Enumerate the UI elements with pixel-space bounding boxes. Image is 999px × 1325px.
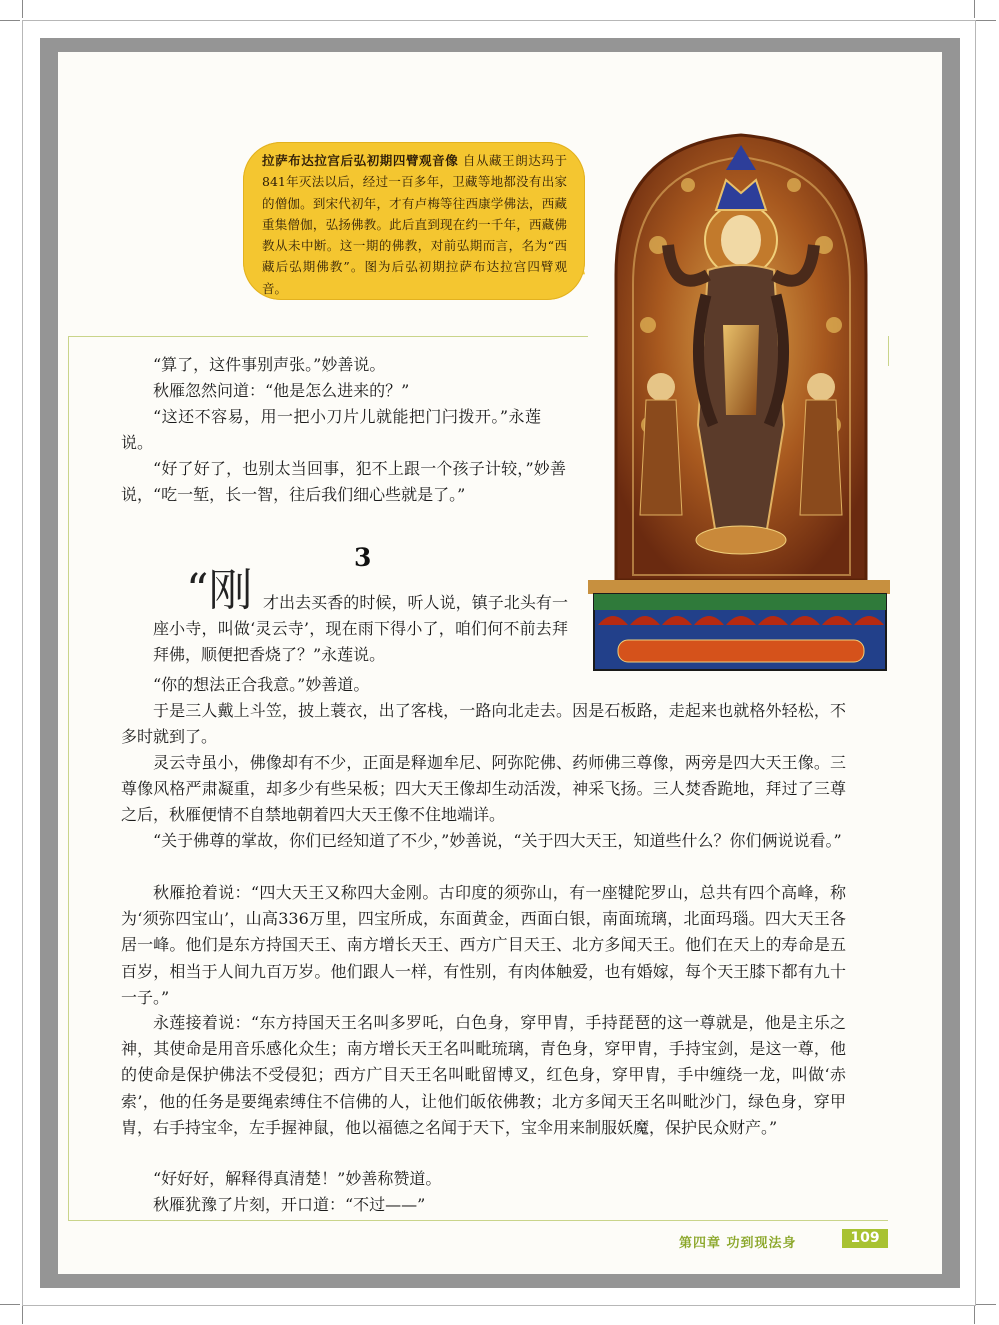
crop-mark xyxy=(974,1306,975,1324)
paragraph: “好了好了，也别太当回事，犯不上跟一个孩子计较，”妙善说，“吃一堑，长一智，往后我们细心些就是了。” xyxy=(121,459,566,505)
content-rule-left xyxy=(68,336,69,1220)
paragraph: “算了，这件事别声张。”妙善说。 xyxy=(153,355,386,374)
content-rule-bottom xyxy=(68,1220,888,1221)
crop-mark xyxy=(0,1304,20,1305)
crop-mark xyxy=(0,20,20,21)
crop-mark xyxy=(976,20,996,21)
paragraph: 才出去买香的时候，听人说，镇子北头有一座小寺，叫做‘灵云寺’，现在雨下得小了，咱们何不前去拜拜佛，顺便把香烧了？”永莲说。 xyxy=(153,593,568,665)
content-rule-top xyxy=(68,336,588,337)
paragraph: “好好好，解释得真清楚！”妙善称赞道。 xyxy=(153,1169,442,1188)
paragraph: 于是三人戴上斗笠，披上蓑衣，出了客栈，一路向北走去。因是石板路，走起来也就格外轻松，不多时就到了。 xyxy=(121,701,846,747)
page-number: 109 xyxy=(842,1229,888,1248)
crop-mark xyxy=(22,0,23,18)
paragraph: 秋雁抢着说：“四大天王又称四大金刚。古印度的须弥山，有一座犍陀罗山，总共有四个高峰，称为‘须弥四宝山’，山高336万里，四宝所成，东面黄金，西面白银，南面琉璃，北面玛瑙。四大天王各居一峰。他们是东方持国天王、南方增长天王、西方广目天王、北方多闻天王。他们在天上的寿命是五百岁，相当于人间九百万岁。他们跟人一样，有性别，有肉体触爱，也有婚嫁，每个天王膝下都有九十一子。” xyxy=(121,883,846,1007)
caption-title: 拉萨布达拉宫后弘初期四臂观音像 xyxy=(262,153,459,168)
caption-body: 自从藏王朗达玛于841年灭法以后，经过一百多年，卫藏等地都没有出家的僧伽。到宋代初年，才有卢梅等往西康学佛法，西藏重集僧伽，弘扬佛教。此后直到现在约一千年，西藏佛教从未中断。这一期的佛教，对前弘期而言，名为“西藏后弘期佛教”。图为后弘初期拉萨布达拉宫四臂观音。 xyxy=(262,153,567,296)
paragraph: 永莲接着说：“东方持国天王名叫多罗吒，白色身，穿甲胄，手持琵琶的这一尊就是，他是主乐之神，其使命是用音乐感化众生；南方增长天王名叫毗琉璃，青色身，穿甲胄，手持宝剑，是这一尊，他的使命是保护佛法不受侵犯；西方广目天王名叫毗留博叉，红色身，穿甲胄，手中缠绕一龙，叫做‘赤索’，他的任务是要绳索缚住不信佛的人，让他们皈依佛教；北方多闻天王名叫毗沙门，绿色身，穿甲胄，右手持宝伞，左手握神鼠，他以福德之名闻于天下，宝伞用来制服妖魔，保护民众财产。” xyxy=(121,1013,846,1137)
crop-mark xyxy=(22,1306,23,1324)
caption-text xyxy=(262,150,567,299)
drop-cap: “刚 xyxy=(186,565,253,616)
crop-mark xyxy=(976,1304,996,1305)
paragraph: “这还不容易，用一把小刀片儿就能把门闩拨开。”永莲说。 xyxy=(121,407,541,453)
paragraph: “关于佛尊的掌故，你们已经知道了不少，”妙善说，“关于四大天王，知道些什么？你们俩说说看。” xyxy=(153,831,842,850)
four-armed-avalokiteshvara-statue-image xyxy=(588,125,894,673)
section-number: 3 xyxy=(354,543,372,572)
crop-mark xyxy=(974,0,975,18)
chapter-title: 第四章 功到现法身 xyxy=(679,1236,797,1251)
paragraph: 秋雁忽然问道：“他是怎么进来的？” xyxy=(153,381,410,400)
paragraph: 灵云寺虽小，佛像却有不少，正面是释迦牟尼、阿弥陀佛、药师佛三尊像，两旁是四大天王像。三尊像风格严肃凝重，却多少有些呆板；四大天王像却生动活泼，神采飞扬。三人焚香跪地，拜过了三尊之后，秋雁便情不自禁地朝着四大天王像不住地端详。 xyxy=(121,753,846,825)
paragraph: 秋雁犹豫了片刻，开口道：“不过——” xyxy=(153,1195,426,1214)
paragraph: “你的想法正合我意。”妙善道。 xyxy=(153,675,370,694)
